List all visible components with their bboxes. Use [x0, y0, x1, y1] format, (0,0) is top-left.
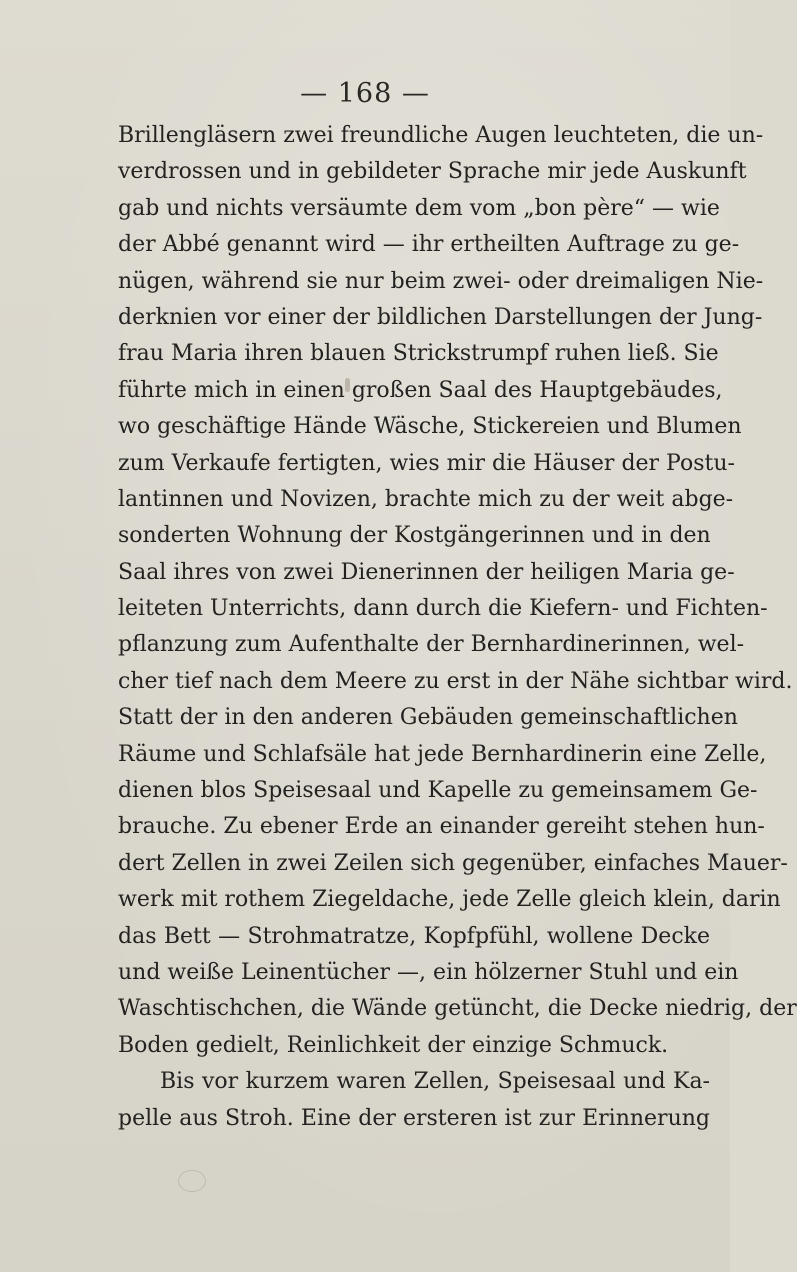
- text-line: werk mit rothem Ziegeldache, jede Zelle gleich klein, darin: [118, 887, 781, 913]
- paper-stain: [178, 1170, 206, 1192]
- text-line: sonderten Wohnung der Kostgängerinnen und in den: [118, 523, 711, 549]
- text-line: cher tief nach dem Meere zu erst in der Nähe sichtbar wird.: [118, 668, 793, 694]
- text-line: gab und nichts versäumte dem vom „bon père“ — wie: [118, 195, 720, 221]
- text-line: brauche. Zu ebener Erde an einander gereiht stehen hun-: [118, 814, 765, 840]
- paragraph-end-line: Boden gedielt, Reinlichkeit der einzige Schmuck.: [118, 1032, 669, 1058]
- text-line: Räume und Schlafsäle hat jede Bernhardinerin eine Zelle,: [118, 741, 767, 767]
- text-line: pflanzung zum Aufenthalte der Bernhardinerinnen, wel-: [118, 632, 745, 658]
- text-line: leiteten Unterrichts, dann durch die Kiefern- und Fichten-: [118, 596, 768, 622]
- text-line: derknien vor einer der bildlichen Darstellungen der Jung-: [118, 304, 763, 330]
- text-line: verdrossen und in gebildeter Sprache mir jede Auskunft: [118, 159, 747, 185]
- text-line: dienen blos Speisesaal und Kapelle zu gemeinsamem Ge-: [118, 778, 758, 804]
- text-line: Waschtischchen, die Wände getüncht, die Decke niedrig, der: [118, 996, 797, 1022]
- text-line: pelle aus Stroh. Eine der ersteren ist zur Erinnerung: [118, 1105, 710, 1131]
- text-line: wo geschäftige Hände Wäsche, Stickereien und Blumen: [118, 414, 742, 440]
- text-line: Brillengläsern zwei freundliche Augen leuchteten, die un-: [118, 123, 764, 148]
- ink-smudge: [345, 378, 350, 392]
- text-line: dert Zellen in zwei Zeilen sich gegenüber, einfaches Mauer-: [118, 850, 788, 876]
- text-line: frau Maria ihren blauen Strickstrumpf ruhen ließ. Sie: [118, 341, 719, 367]
- page-number: — 168 —: [300, 78, 430, 109]
- text-line: nügen, während sie nur beim zwei- oder dreimaligen Nie-: [118, 268, 764, 294]
- body-text: [118, 118, 797, 1137]
- text-line: und weiße Leinentücher —, ein hölzerner Stuhl und ein: [118, 959, 739, 985]
- text-line: Statt der in den anderen Gebäuden gemeinschaftlichen: [118, 705, 738, 731]
- text-line: zum Verkaufe fertigten, wies mir die Häuser der Postu-: [118, 450, 735, 476]
- text-line: führte mich in einen großen Saal des Hauptgebäudes,: [118, 377, 723, 403]
- text-line: der Abbé genannt wird — ihr ertheilten Auftrage zu ge-: [118, 232, 740, 258]
- text-line: Saal ihres von zwei Dienerinnen der heiligen Maria ge-: [118, 559, 735, 585]
- text-line: das Bett — Strohmatratze, Kopfpfühl, wollene Decke: [118, 923, 710, 949]
- text-line: lantinnen und Novizen, brachte mich zu der weit abge-: [118, 486, 734, 512]
- paragraph-start-line: Bis vor kurzem waren Zellen, Speisesaal und Ka-: [160, 1069, 710, 1095]
